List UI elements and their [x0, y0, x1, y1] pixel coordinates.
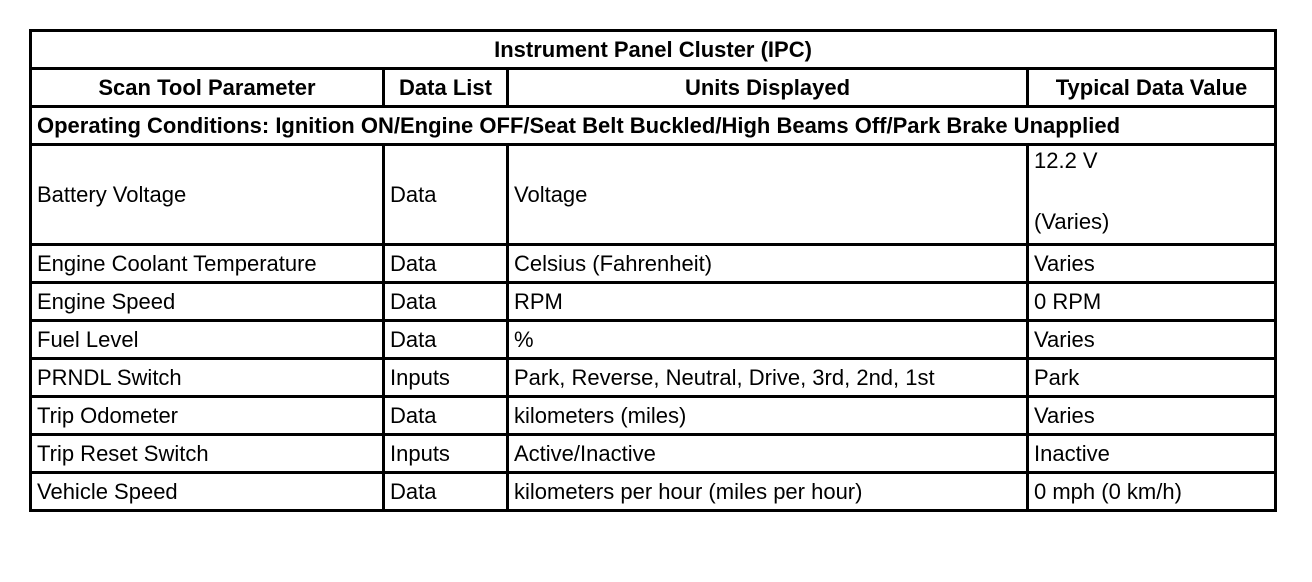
cell-units: Celsius (Fahrenheit) [508, 245, 1028, 283]
cell-data-list: Inputs [384, 435, 508, 473]
cell-data-list: Data [384, 245, 508, 283]
cell-parameter: Battery Voltage [31, 145, 384, 245]
operating-conditions-row [31, 107, 1276, 145]
cell-units: Voltage [508, 145, 1028, 245]
cell-parameter: Vehicle Speed [31, 473, 384, 511]
cell-data-list: Data [384, 145, 508, 245]
header-scan-tool-parameter: Scan Tool Parameter [31, 69, 384, 107]
table-row [31, 321, 1276, 359]
cell-parameter: Trip Reset Switch [31, 435, 384, 473]
cell-value [1028, 145, 1276, 245]
cell-units: % [508, 321, 1028, 359]
table-row [31, 283, 1276, 321]
cell-data-list: Inputs [384, 359, 508, 397]
cell-units: RPM [508, 283, 1028, 321]
cell-value-line1: 12.2 V [1034, 148, 1098, 173]
cell-value: Varies [1028, 321, 1276, 359]
cell-value: Inactive [1028, 435, 1276, 473]
table-row [31, 245, 1276, 283]
cell-parameter: Engine Coolant Temperature [31, 245, 384, 283]
cell-units: Park, Reverse, Neutral, Drive, 3rd, 2nd, 1st [508, 359, 1028, 397]
cell-value: 0 mph (0 km/h) [1028, 473, 1276, 511]
table-row [31, 473, 1276, 511]
cell-parameter: Trip Odometer [31, 397, 384, 435]
cell-value: Varies [1028, 397, 1276, 435]
ipc-data-table [29, 29, 1277, 512]
cell-value: 0 RPM [1028, 283, 1276, 321]
operating-conditions: Operating Conditions: Ignition ON/Engine OFF/Seat Belt Buckled/High Beams Off/Park Brake Unapplied [31, 107, 1276, 145]
cell-parameter: PRNDL Switch [31, 359, 384, 397]
table-row [31, 397, 1276, 435]
table-row [31, 359, 1276, 397]
table-title-row [31, 31, 1276, 69]
cell-data-list: Data [384, 321, 508, 359]
cell-parameter: Engine Speed [31, 283, 384, 321]
cell-units: kilometers per hour (miles per hour) [508, 473, 1028, 511]
header-units-displayed: Units Displayed [508, 69, 1028, 107]
cell-units: Active/Inactive [508, 435, 1028, 473]
cell-data-list: Data [384, 283, 508, 321]
table-row [31, 145, 1276, 245]
table-row [31, 435, 1276, 473]
header-typical-data-value: Typical Data Value [1028, 69, 1276, 107]
cell-units: kilometers (miles) [508, 397, 1028, 435]
table-header-row [31, 69, 1276, 107]
cell-value-line2: (Varies) [1034, 209, 1110, 234]
cell-data-list: Data [384, 473, 508, 511]
cell-value: Park [1028, 359, 1276, 397]
cell-data-list: Data [384, 397, 508, 435]
cell-parameter: Fuel Level [31, 321, 384, 359]
header-data-list: Data List [384, 69, 508, 107]
table-title: Instrument Panel Cluster (IPC) [31, 31, 1276, 69]
cell-value: Varies [1028, 245, 1276, 283]
